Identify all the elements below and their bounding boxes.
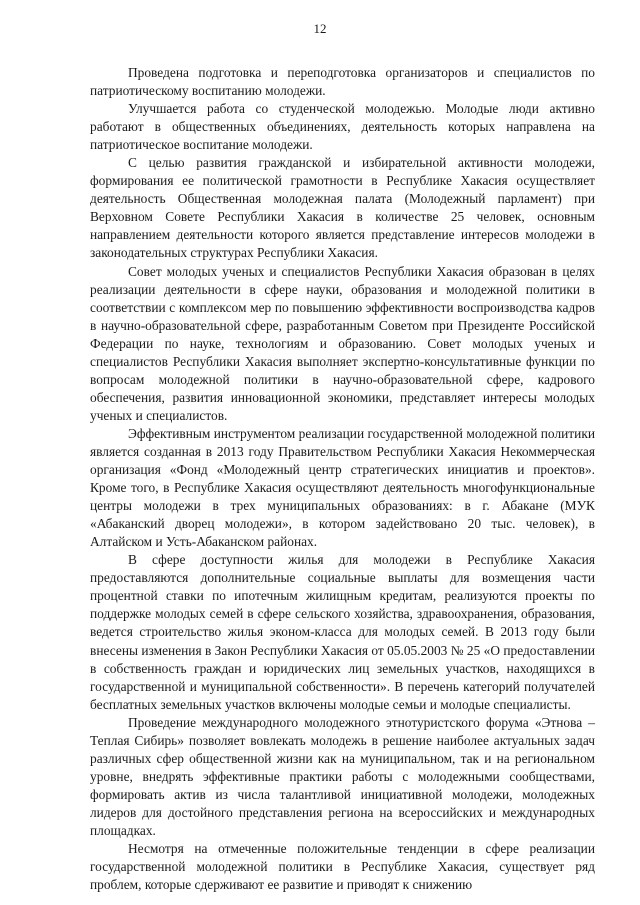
document-body [90,64,595,894]
paragraph-ethnova-forum: Проведение международного молодежного этнотуристского форума «Этнова – Теплая Сибирь» позволяет вовлекать молодежь в решение наиболее актуальных задач различных сфер общественной жизни как на муниципальном, так и на региональном уровне, внедрять эффективные практики работы с молодежными сообществами, формировать актив из числа талантливой инициативной молодежи, молодежных лидеров для достойного представления региона на всероссийских и международных площадках. [90,714,595,838]
paragraph-student-youth: Улучшается работа со студенческой молодежью. Молодые люди активно работают в общественных объединениях, деятельность которых направлена на патриотическое воспитание молодежи. [90,101,595,153]
paragraph-young-scientists-council: Совет молодых ученых и специалистов Республики Хакасия образован в целях реализации деятельности в сфере науки, образования и молодежной политики в соответствии с комплексом мер по повышению эффективности воспроизводства кадров в научно-образовательной сфере, разработанным Советом при Президенте Российской Федерации по науке, технологиям и образованию. Совет молодых ученых и специалистов Республики Хакасия выполняет экспертно-консультативные функции по вопросам молодежной политики в научно-образовательной сфере, кадрового обеспечения, развития инновационной экономики, представляет интересы молодых ученых и специалистов. [90,263,595,423]
paragraph-training: Проведена подготовка и переподготовка организаторов и специалистов по патриотическому воспитанию молодежи. [90,65,595,99]
page-number: 12 [313,21,327,36]
paragraph-housing: В сфере доступности жилья для молодежи в Республике Хакасия предоставляются дополнительные социальные выплаты для возмещения части процентной ставки по ипотечным жилищным кредитам, реализуются проекты по поддержке молодых семей в сфере сельского хозяйства, здравоохранения, образования, ведется строительство жилья эконом-класса для молодых семей. В 2013 году были внесены изменения в Закон Республики Хакасия от 05.05.2003 № 25 «О предоставлении в собственность граждан и юридических лиц земельных участков, находящихся в государственной и муниципальной собственности». В перечень категорий получателей бесплатных земельных участков включены молодые семьи и молодые специалисты. [90,552,595,712]
paragraph-problems: Несмотря на отмеченные положительные тенденции в сфере реализации государственной молодежной политики в Республике Хакасия, существует ряд проблем, которые сдерживают ее развитие и приводят к снижению [90,841,595,893]
paragraph-youth-parliament: С целью развития гражданской и избирательной активности молодежи, формирования ее политической грамотности в Республике Хакасия осуществляет деятельность Общественная молодежная палата (Молодежный парламент) при Верховном Совете Республики Хакасия в количестве 25 человек, основным направлением деятельности которого является представление интересов молодежи в законодательных структурах Республики Хакасия. [90,155,595,261]
paragraph-youth-center-fund: Эффективным инструментом реализации государственной молодежной политики является созданная в 2013 году Правительством Республики Хакасия Некоммерческая организация «Фонд «Молодежный центр стратегических инициатив и проектов». Кроме того, в Республике Хакасия осуществляют деятельность многофункциональные центры молодежи в трех муниципальных образованиях: в г. Абакане (МУК «Абаканский дворец молодежи», в котором задействовано 20 тыс. человек), в Алтайском и Усть-Абаканском районах. [90,425,595,550]
